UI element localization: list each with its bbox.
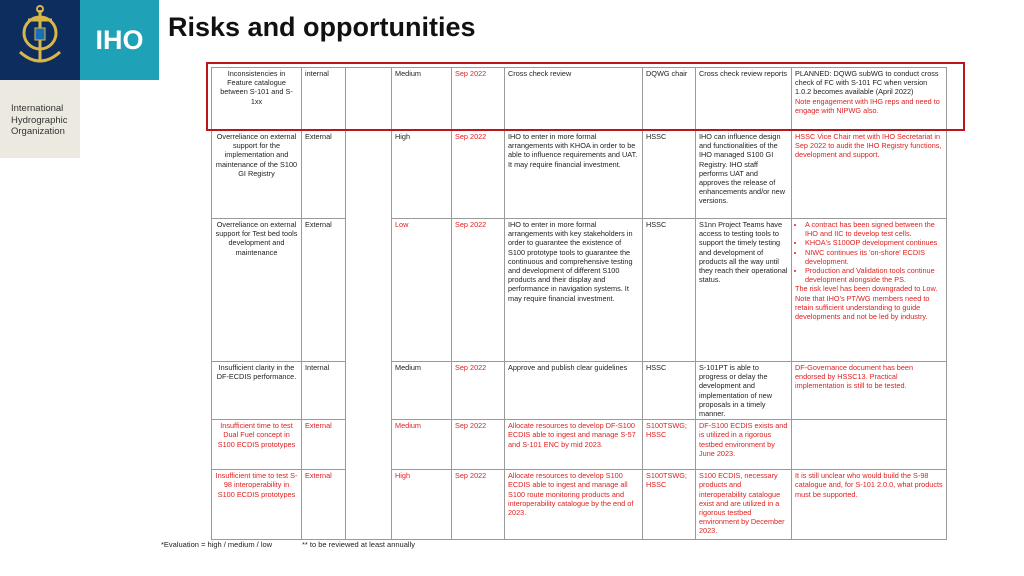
owner-cell: HSSC (643, 131, 696, 219)
status-bullet-list (795, 220, 943, 284)
date-cell: Sep 2022 (452, 420, 505, 470)
risk-cell: Insufficient time to test S-98 interoperability in S100 ECDIS prototypes (212, 470, 302, 540)
level-cell: Medium (392, 362, 452, 420)
status-cell: PLANNED: DQWG subWG to conduct cross check of FC with S-101 FC when version 1.0.2 becomes available (April 2022) Note engagement with IHG reps and need to engage with NIPWG also. (792, 68, 947, 131)
table-row (212, 470, 947, 540)
mitigation-cell: Cross check review (505, 68, 643, 131)
mitigation-cell: IHO to enter in more formal arrangements with key stakeholders in order to guarantee the existence of S100 prototype tools to guarantee the continuous and comprehensive testing and development of different S100 products and their display and performance in navigation systems. It may require financial investment. (505, 219, 643, 362)
iho-logo: IHO (80, 0, 159, 80)
type-cell: External (302, 470, 346, 540)
output-cell: Cross check review reports (696, 68, 792, 131)
mitigation-cell: Approve and publish clear guidelines (505, 362, 643, 420)
mitigation-cell: IHO to enter in more formal arrangements with KHOA in order to be able to influence requirements and UAT. It may require financial investment. (505, 131, 643, 219)
date-cell: Sep 2022 (452, 219, 505, 362)
date-cell: Sep 2022 (452, 68, 505, 131)
status-cell: DF-Governance document has been endorsed by HSSC13. Practical implementation is still to be tested. (792, 362, 947, 420)
status-cell: • A contract has been signed between the IHO and IIC to develop test cells. • KHOA's S100OP development continues • NIWC continues its 'on-shore' ECDIS development. • Production and Validation tools continue development alongside the PS. The risk level has been downgraded to Low. Note that IHO's PT/WG members need to retain sufficient understanding to guide developments and not be led by industry. (792, 219, 947, 362)
owner-cell: S100TSWG; HSSC (643, 470, 696, 540)
mitigation-cell: Allocate resources to develop S100 ECDIS able to ingest and manage all S100 route monitoring products and interoperability catalogue by the end of 2023. (505, 470, 643, 540)
date-cell: Sep 2022 (452, 362, 505, 420)
list-item: • KHOA's S100OP development continues (805, 238, 943, 247)
footnote-review: ** to be reviewed at least annually (302, 540, 415, 549)
table-row (212, 131, 947, 219)
table-row (212, 420, 947, 470)
output-cell: S100 ECDIS, necessary products and interoperability catalogue exist and are utilized in a rigorous testbed environment by December 2023. (696, 470, 792, 540)
output-cell: IHO can influence design and functionalities of the IHO managed S100 GI Registry. IHO staff performs UAT and approves the release of enhancements and/or new versions. (696, 131, 792, 219)
table-row (212, 362, 947, 420)
type-cell: External (302, 131, 346, 219)
level-cell: High (392, 131, 452, 219)
table-row (212, 219, 947, 362)
risk-cell: Overreliance on external support for the implementation and maintenance of the S100 GI Registry (212, 131, 302, 219)
status-cell (792, 420, 947, 470)
list-item: • A contract has been signed between the IHO and IIC to develop test cells. (805, 220, 943, 238)
level-cell: Medium (392, 420, 452, 470)
blank-column (346, 68, 392, 540)
iho-emblem (0, 0, 80, 80)
date-cell: Sep 2022 (452, 131, 505, 219)
output-cell: S-101PT is able to progress or delay the development and implementation of new proposals in a timely manner. (696, 362, 792, 420)
type-cell: External (302, 219, 346, 362)
risk-cell: Overreliance on external support for Test bed tools development and maintenance (212, 219, 302, 362)
type-cell: External (302, 420, 346, 470)
owner-cell: DQWG chair (643, 68, 696, 131)
mitigation-cell: Allocate resources to develop DF-S100 ECDIS able to ingest and manage S-57 and S-101 ENC by mid 2023. (505, 420, 643, 470)
output-cell: S1nn Project Teams have access to testing tools to support the timely testing and development of products all the way until they reach their operational status. (696, 219, 792, 362)
footnote-evaluation: *Evaluation = high / medium / low (161, 540, 273, 549)
list-item: • Production and Validation tools continue development alongside the PS. (805, 266, 943, 284)
risk-cell: Inconsistencies in Feature catalogue between S-101 and S-1xx (212, 68, 302, 131)
owner-cell: S100TSWG; HSSC (643, 420, 696, 470)
risk-cell: Insufficient time to test Dual Fuel concept in S100 ECDIS prototypes (212, 420, 302, 470)
org-name: International Hydrographic Organization (11, 103, 68, 137)
owner-cell: HSSC (643, 219, 696, 362)
level-cell: Medium (392, 68, 452, 131)
level-cell: High (392, 470, 452, 540)
level-cell: Low (392, 219, 452, 362)
highlight-frame (206, 62, 965, 131)
date-cell: Sep 2022 (452, 470, 505, 540)
list-item: • NIWC continues its 'on-shore' ECDIS development. (805, 248, 943, 266)
owner-cell: HSSC (643, 362, 696, 420)
type-cell: Internal (302, 362, 346, 420)
type-cell: internal (302, 68, 346, 131)
output-cell: DF-S100 ECDIS exists and is utilized in a rigorous testbed environment by June 2023. (696, 420, 792, 470)
risk-table (211, 67, 947, 540)
anchor-emblem-icon (0, 0, 80, 80)
risk-cell: Insufficient clarity in the DF-ECDIS performance. (212, 362, 302, 420)
page-title: Risks and opportunities (168, 12, 476, 42)
status-cell: It is still unclear who would build the S-98 catalogue and, for S-101 2.0.0, what products must be supported. (792, 470, 947, 540)
status-cell: HSSC Vice Chair met with IHO Secretariat in Sep 2022 to audit the IHO Registry functions, development and support. (792, 131, 947, 219)
